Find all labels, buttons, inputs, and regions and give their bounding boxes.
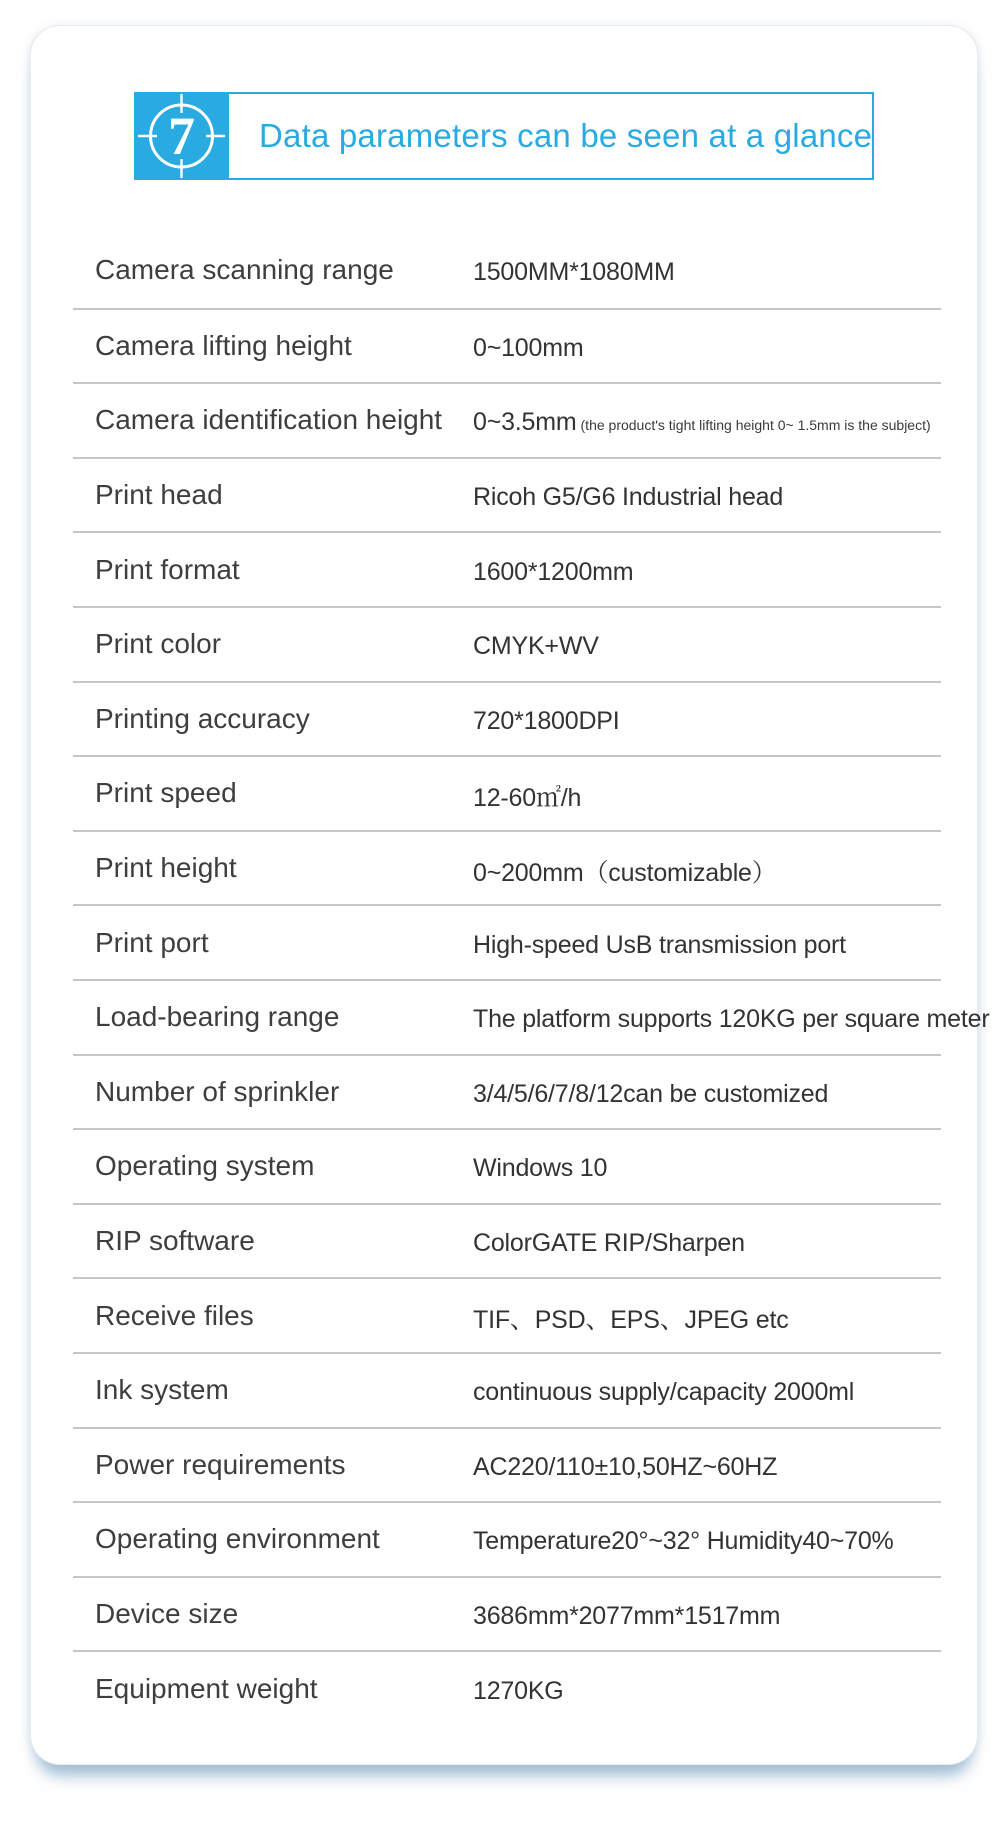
table-row [73, 1203, 941, 1278]
spec-value-text: High-speed UsB transmission port [473, 930, 846, 959]
spec-label: Camera identification height [95, 404, 443, 436]
spec-value [473, 1373, 941, 1407]
spec-value [473, 1672, 941, 1706]
spec-value [473, 1522, 941, 1556]
spec-value-text: ColorGATE RIP/Sharpen [473, 1229, 745, 1258]
spec-value-text: Ricoh G5/G6 Industrial head [473, 483, 784, 512]
spec-value-text: 0~100mm [473, 333, 584, 362]
spec-value-text: 12-60㎡/h [473, 783, 582, 812]
spec-value [473, 1295, 941, 1336]
table-row [73, 1650, 941, 1725]
section-title: Data parameters can be seen at a glance [259, 117, 873, 154]
table-row [73, 1501, 941, 1576]
spec-value-text: 1270KG [473, 1676, 564, 1705]
section-title-box [229, 92, 874, 180]
spec-label: Power requirements [95, 1448, 346, 1480]
spec-label: Print height [95, 852, 237, 884]
spec-label: Operating environment [95, 1523, 380, 1555]
spec-value [473, 1075, 941, 1109]
spec-value [473, 848, 941, 889]
spec-value [473, 253, 941, 287]
spec-card [30, 25, 990, 1765]
table-row [73, 830, 941, 905]
spec-value [473, 1000, 989, 1034]
spec-value-text: 1500MM*1080MM [473, 258, 675, 287]
spec-value-text: 3/4/5/6/7/8/12can be customized [473, 1079, 829, 1108]
table-row [73, 531, 941, 606]
spec-value [473, 1149, 941, 1183]
table-row [73, 904, 941, 979]
spec-value-text: continuous supply/capacity 2000ml [473, 1378, 855, 1407]
spec-value-text: 0~3.5mm [473, 408, 577, 437]
table-row [73, 233, 941, 308]
svg-text:7: 7 [168, 106, 195, 166]
spec-value-text: 1600*1200mm [473, 557, 634, 586]
spec-label: Ink system [95, 1374, 229, 1406]
table-row [73, 1427, 941, 1502]
spec-label: Printing accuracy [95, 702, 310, 734]
spec-value [473, 1224, 941, 1258]
spec-label: Print port [95, 926, 209, 958]
spec-value-text: 720*1800DPI [473, 706, 620, 735]
table-row [73, 1054, 941, 1129]
spec-value-text: 3686mm*2077mm*1517mm [473, 1601, 781, 1630]
table-row [73, 382, 941, 457]
spec-label: Operating system [95, 1150, 315, 1182]
spec-label: Print head [95, 479, 223, 511]
table-row [73, 1277, 941, 1352]
section-header [134, 92, 873, 180]
spec-label: Receive files [95, 1299, 254, 1331]
spec-value [473, 926, 941, 960]
table-row [73, 1576, 941, 1651]
spec-table [73, 233, 990, 1725]
spec-value-text: The platform supports 120KG per square meter [473, 1005, 990, 1034]
spec-label: Number of sprinkler [95, 1075, 340, 1107]
spec-value [473, 1448, 941, 1482]
table-row [73, 308, 941, 383]
table-row [73, 979, 990, 1054]
spec-value [473, 1597, 941, 1631]
spec-value-text: Windows 10 [473, 1154, 608, 1183]
spec-label: Print format [95, 553, 240, 585]
spec-value [473, 478, 941, 512]
spec-value-note: (the product's tight lifting height 0~ 1.5mm is the subject) [580, 417, 931, 434]
spec-value-text: 0~200mm（customizable） [473, 858, 777, 887]
spec-value [473, 773, 941, 814]
spec-value [473, 403, 941, 437]
spec-label: Print color [95, 628, 222, 660]
number-7-target-icon [134, 92, 229, 180]
spec-value-text: AC220/110±10,50HZ~60HZ [473, 1452, 778, 1481]
table-row [73, 755, 941, 830]
crosshair-7-glyph [134, 92, 229, 180]
table-row [73, 1352, 941, 1427]
spec-label: Print speed [95, 777, 237, 809]
spec-label: Camera scanning range [95, 254, 394, 286]
spec-label: Load-bearing range [95, 1001, 340, 1033]
spec-value [473, 553, 941, 587]
spec-value [473, 627, 941, 661]
table-row [73, 681, 941, 756]
table-row [73, 606, 941, 681]
spec-value-text: TIF、PSD、EPS、JPEG etc [473, 1306, 789, 1335]
spec-label: Device size [95, 1597, 239, 1629]
spec-value-text: Temperature20°~32° Humidity40~70% [473, 1527, 894, 1556]
table-row [73, 457, 941, 532]
table-row [73, 1128, 941, 1203]
spec-label: Equipment weight [95, 1672, 318, 1704]
spec-value [473, 702, 941, 736]
spec-value-text: CMYK+WV [473, 632, 599, 661]
spec-label: RIP software [95, 1225, 255, 1257]
spec-label: Camera lifting height [95, 329, 352, 361]
spec-value [473, 329, 941, 363]
